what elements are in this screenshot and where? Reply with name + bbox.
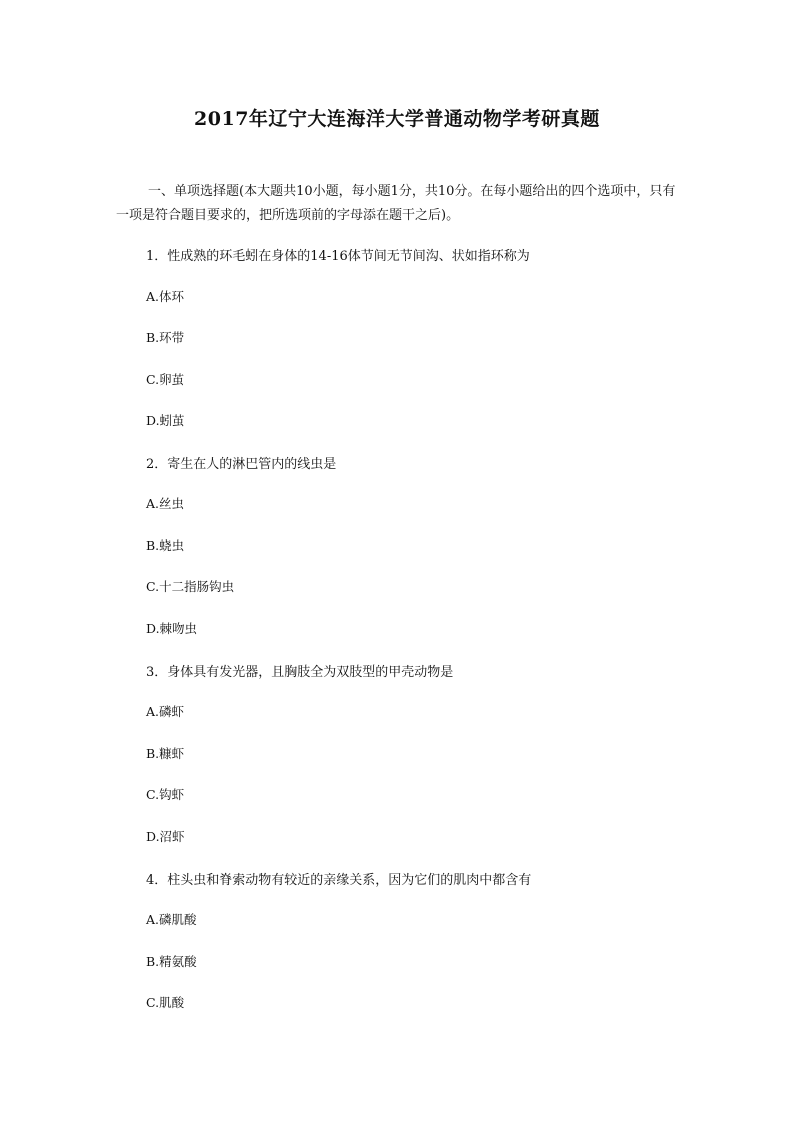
- question-3-option-d: D.沼虾: [146, 829, 185, 844]
- question-4-option-b: B.精氨酸: [146, 954, 197, 969]
- question-1-option-a: A.体环: [146, 289, 185, 304]
- question-1-option-b: B.环带: [146, 330, 185, 345]
- question-3-option-a: A.磷虾: [146, 704, 185, 719]
- question-4-option-c: C.肌酸: [146, 995, 185, 1010]
- question-2-option-d: D.棘吻虫: [146, 621, 198, 636]
- question-2-stem: 2．寄生在人的淋巴管内的线虫是: [146, 457, 337, 472]
- question-3-stem: 3．身体具有发光器，且胸肢全为双肢型的甲壳动物是: [146, 665, 454, 680]
- question-2-option-c: C.十二指肠钩虫: [146, 579, 235, 594]
- question-2-option-a: A.丝虫: [146, 496, 185, 511]
- question-1-option-c: C.卵茧: [146, 372, 185, 387]
- question-4-option-a: A.磷肌酸: [146, 912, 197, 927]
- question-3-option-b: B.糠虾: [146, 746, 185, 761]
- section-intro: [116, 180, 676, 228]
- page-title: 2017年辽宁大连海洋大学普通动物学考研真题: [194, 108, 600, 130]
- question-2-option-b: B.蛲虫: [146, 538, 185, 553]
- section-intro-text: 一、单项选择题(本大题共10小题，每小题1分，共10分。在每小题给出的四个选项中，只有一项是符合题目要求的，把所选项前的字母添在题干之后)。: [116, 184, 676, 223]
- question-1-option-d: D.蚓茧: [146, 413, 185, 428]
- question-3-option-c: C.钩虾: [146, 787, 185, 802]
- question-1-stem: 1．性成熟的环毛蚓在身体的14-16体节间无节间沟、状如指环称为: [146, 249, 530, 264]
- question-4-stem: 4．柱头虫和脊索动物有较近的亲缘关系，因为它们的肌肉中都含有: [146, 873, 532, 888]
